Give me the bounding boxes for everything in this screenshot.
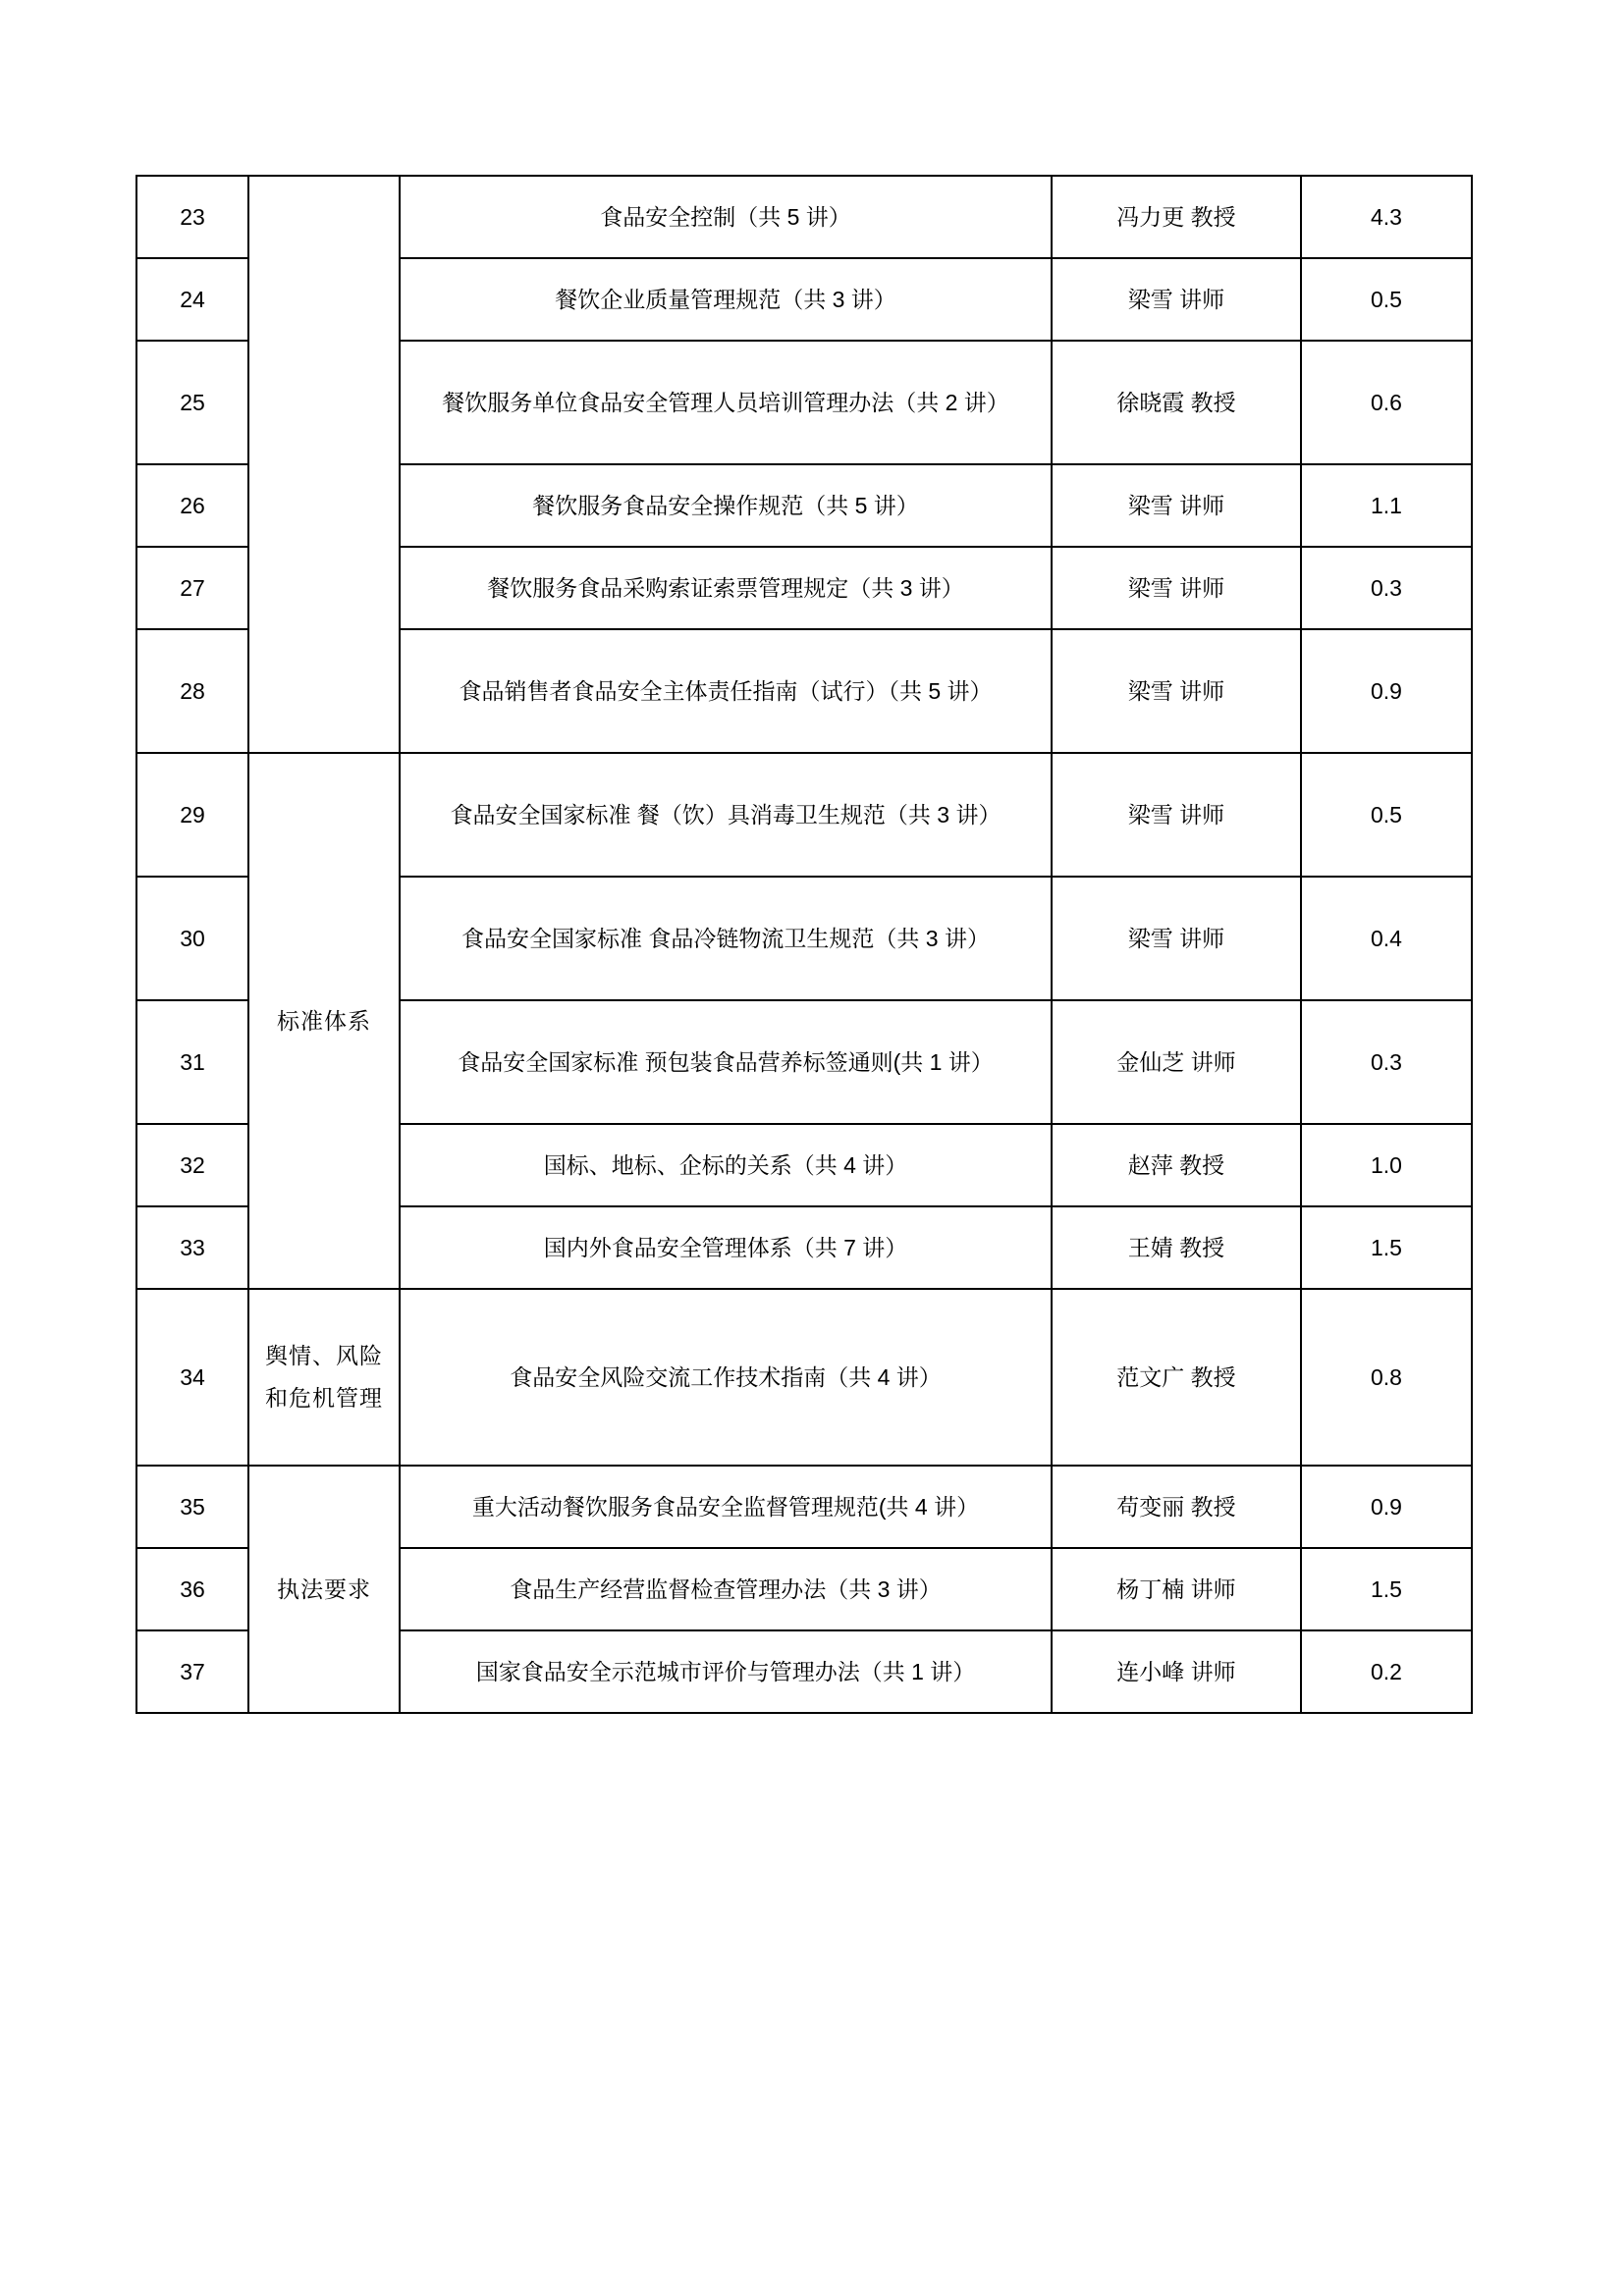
row-number: 36 [136,1548,248,1630]
course-hours: 0.9 [1301,1466,1472,1548]
row-number: 34 [136,1289,248,1466]
table-row [136,1289,1472,1466]
course-table [135,175,1473,1714]
course-hours: 0.5 [1301,258,1472,341]
course-teacher: 梁雪 讲师 [1052,547,1301,629]
course-teacher: 冯力更 教授 [1052,176,1301,258]
course-title: 食品安全国家标准 餐（饮）具消毒卫生规范（共 3 讲） [400,753,1052,877]
course-title: 食品生产经营监督检查管理办法（共 3 讲） [400,1548,1052,1630]
course-title: 餐饮服务食品安全操作规范（共 5 讲） [400,464,1052,547]
course-title: 国内外食品安全管理体系（共 7 讲） [400,1206,1052,1289]
course-hours: 4.3 [1301,176,1472,258]
course-title: 食品安全国家标准 食品冷链物流卫生规范（共 3 讲） [400,877,1052,1000]
course-teacher: 梁雪 讲师 [1052,877,1301,1000]
course-title: 餐饮服务食品采购索证索票管理规定（共 3 讲） [400,547,1052,629]
course-title: 食品销售者食品安全主体责任指南（试行）（共 5 讲） [400,629,1052,753]
course-hours: 0.3 [1301,1000,1472,1124]
course-teacher: 徐晓霞 教授 [1052,341,1301,464]
course-hours: 0.3 [1301,547,1472,629]
course-teacher: 梁雪 讲师 [1052,258,1301,341]
category-cell-risk: 舆情、风险和危机管理 [248,1289,400,1466]
course-title: 食品安全控制（共 5 讲） [400,176,1052,258]
course-teacher: 杨丁楠 讲师 [1052,1548,1301,1630]
table-row [136,176,1472,258]
course-teacher: 连小峰 讲师 [1052,1630,1301,1713]
row-number: 33 [136,1206,248,1289]
course-title: 食品安全风险交流工作技术指南（共 4 讲） [400,1289,1052,1466]
category-cell-enforcement: 执法要求 [248,1466,400,1713]
category-cell-standards: 标准体系 [248,753,400,1289]
row-number: 28 [136,629,248,753]
table-body [136,176,1472,1713]
table-row [136,753,1472,877]
row-number: 24 [136,258,248,341]
course-hours: 0.4 [1301,877,1472,1000]
course-teacher: 梁雪 讲师 [1052,629,1301,753]
course-hours: 0.9 [1301,629,1472,753]
course-teacher: 赵萍 教授 [1052,1124,1301,1206]
course-hours: 1.5 [1301,1206,1472,1289]
row-number: 29 [136,753,248,877]
course-teacher: 王婧 教授 [1052,1206,1301,1289]
course-title: 国标、地标、企标的关系（共 4 讲） [400,1124,1052,1206]
course-teacher: 金仙芝 讲师 [1052,1000,1301,1124]
row-number: 30 [136,877,248,1000]
row-number: 31 [136,1000,248,1124]
course-hours: 0.5 [1301,753,1472,877]
course-hours: 0.2 [1301,1630,1472,1713]
row-number: 32 [136,1124,248,1206]
course-title: 食品安全国家标准 预包装食品营养标签通则(共 1 讲） [400,1000,1052,1124]
course-teacher: 苟变丽 教授 [1052,1466,1301,1548]
course-hours: 0.8 [1301,1289,1472,1466]
row-number: 25 [136,341,248,464]
category-cell-catering [248,176,400,753]
course-title: 餐饮服务单位食品安全管理人员培训管理办法（共 2 讲） [400,341,1052,464]
course-teacher: 梁雪 讲师 [1052,464,1301,547]
course-hours: 0.6 [1301,341,1472,464]
course-hours: 1.5 [1301,1548,1472,1630]
course-teacher: 梁雪 讲师 [1052,753,1301,877]
row-number: 35 [136,1466,248,1548]
course-title: 餐饮企业质量管理规范（共 3 讲） [400,258,1052,341]
course-title: 国家食品安全示范城市评价与管理办法（共 1 讲） [400,1630,1052,1713]
course-hours: 1.1 [1301,464,1472,547]
row-number: 27 [136,547,248,629]
row-number: 26 [136,464,248,547]
course-hours: 1.0 [1301,1124,1472,1206]
row-number: 37 [136,1630,248,1713]
row-number: 23 [136,176,248,258]
course-title: 重大活动餐饮服务食品安全监督管理规范(共 4 讲） [400,1466,1052,1548]
table-row [136,1466,1472,1548]
course-teacher: 范文广 教授 [1052,1289,1301,1466]
